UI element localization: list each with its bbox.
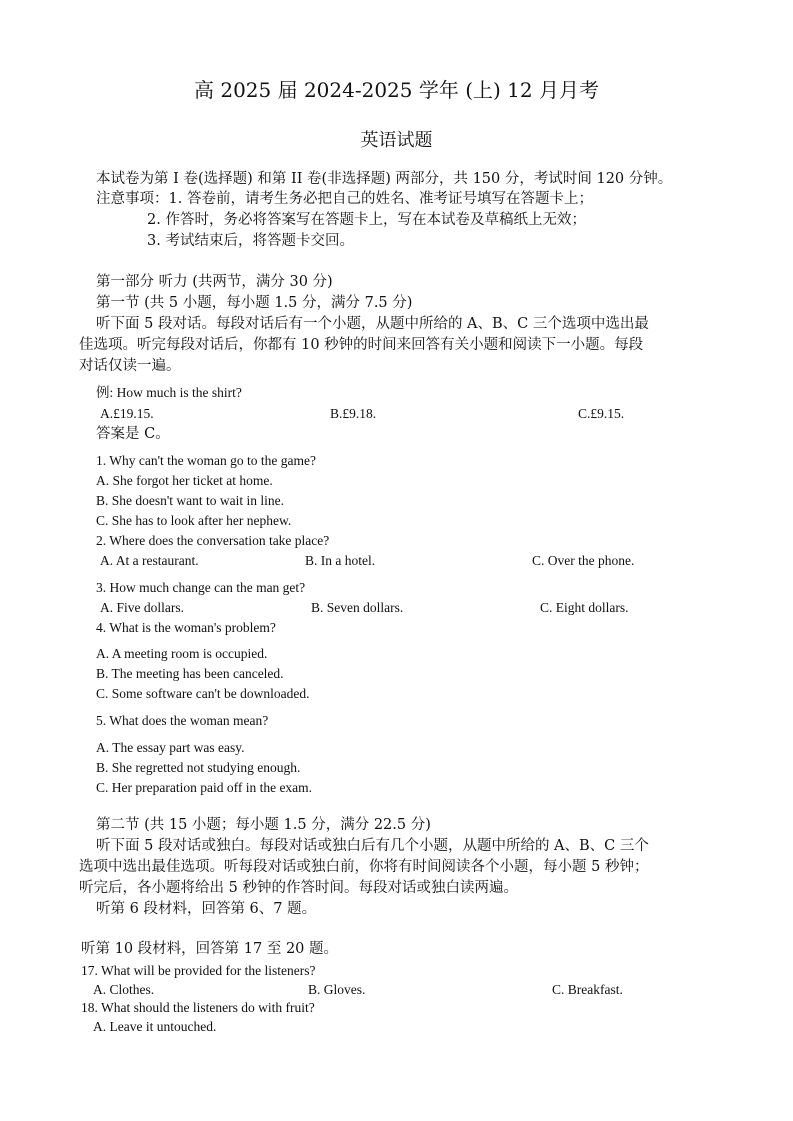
material-6-instruction: 听第 6 段材料，回答第 6、7 题。 [96,901,317,917]
option-c: C. Some software can't be downloaded. [96,686,310,701]
section1-instruction-1: 听下面 5 段对话。每段对话后有一个小题，从题中所给的 A、B、C 三个选项中选出最 [96,316,649,332]
option-a: A.£19.15. [100,406,154,421]
option-a: A. The essay part was easy. [96,740,245,755]
notice-1: 注意事项：1. 答卷前，请考生务必把自己的姓名、准考证号填写在答题卡上； [96,191,593,207]
question-4: 4. What is the woman's problem? [96,620,276,635]
material-10-instruction: 听第 10 段材料，回答第 17 至 20 题。 [81,941,339,957]
question-18: 18. What should the listeners do with fruit? [81,1000,315,1015]
notice-3: 3. 考试结束后，将答题卡交回。 [147,233,354,249]
option-a: A. At a restaurant. [100,553,199,568]
option-a: A. Clothes. [93,982,155,997]
intro-line: 本试卷为第 I 卷(选择题) 和第 II 卷(非选择题) 两部分，共 150 分，考试时间 120 分钟。 [96,171,673,187]
option-a: A. She forgot her ticket at home. [96,473,273,488]
notice-2: 2. 作答时，务必将答案写在答题卡上，写在本试卷及草稿纸上无效； [147,212,586,228]
option-b: B.£9.18. [330,406,377,421]
option-a: A. Leave it untouched. [93,1019,217,1034]
option-b: B. She regretted not studying enough. [96,760,301,775]
option-b: B. Seven dollars. [311,600,404,615]
option-b: B. The meeting has been canceled. [96,666,284,681]
section2-instruction-3: 听完后，各小题将给出 5 秒钟的作答时间。每段对话或独白读两遍。 [79,880,518,896]
exam-title: 高 2025 届 2024-2025 学年 (上) 12 月月考 [193,78,599,102]
option-b: B. In a hotel. [305,553,376,568]
section1-instruction-2: 佳选项。听完每段对话后，你都有 10 秒钟的时间来回答有关小题和阅读下一小题。每段 [79,337,644,353]
option-c: C. Her preparation paid off in the exam. [96,780,313,795]
question-5: 5. What does the woman mean? [96,713,269,728]
question-2: 2. Where does the conversation take place? [96,533,330,548]
option-c: C. Eight dollars. [540,600,629,615]
option-c: C. Over the phone. [532,553,635,568]
option-a: A. A meeting room is occupied. [96,646,268,661]
example-question: 例: How much is the shirt? [96,385,242,400]
option-a: A. Five dollars. [100,600,184,615]
section1-heading: 第一节 (共 5 小题，每小题 1.5 分，满分 7.5 分) [96,295,413,311]
option-c: C. She has to look after her nephew. [96,513,292,528]
example-answer: 答案是 C。 [96,426,170,442]
section2-heading: 第二节 (共 15 小题；每小题 1.5 分，满分 22.5 分) [96,817,431,833]
section1-instruction-3: 对话仅读一遍。 [79,358,181,374]
option-b: B. She doesn't want to wait in line. [96,493,285,508]
question-3: 3. How much change can the man get? [96,580,306,595]
question-17: 17. What will be provided for the listeners? [81,963,316,978]
question-1: 1. Why can't the woman go to the game? [96,453,316,468]
part1-heading: 第一部分 听力 (共两节，满分 30 分) [96,274,333,290]
option-c: C.£9.15. [578,406,625,421]
section2-instruction-2: 选项中选出最佳选项。听每段对话或独白前，你将有时间阅读各个小题，每小题 5 秒钟； [79,859,649,875]
option-c: C. Breakfast. [552,982,623,997]
exam-subtitle: 英语试题 [360,130,433,151]
option-b: B. Gloves. [308,982,366,997]
section2-instruction-1: 听下面 5 段对话或独白。每段对话或独白后有几个小题，从题中所给的 A、B、C 三个 [96,838,649,854]
